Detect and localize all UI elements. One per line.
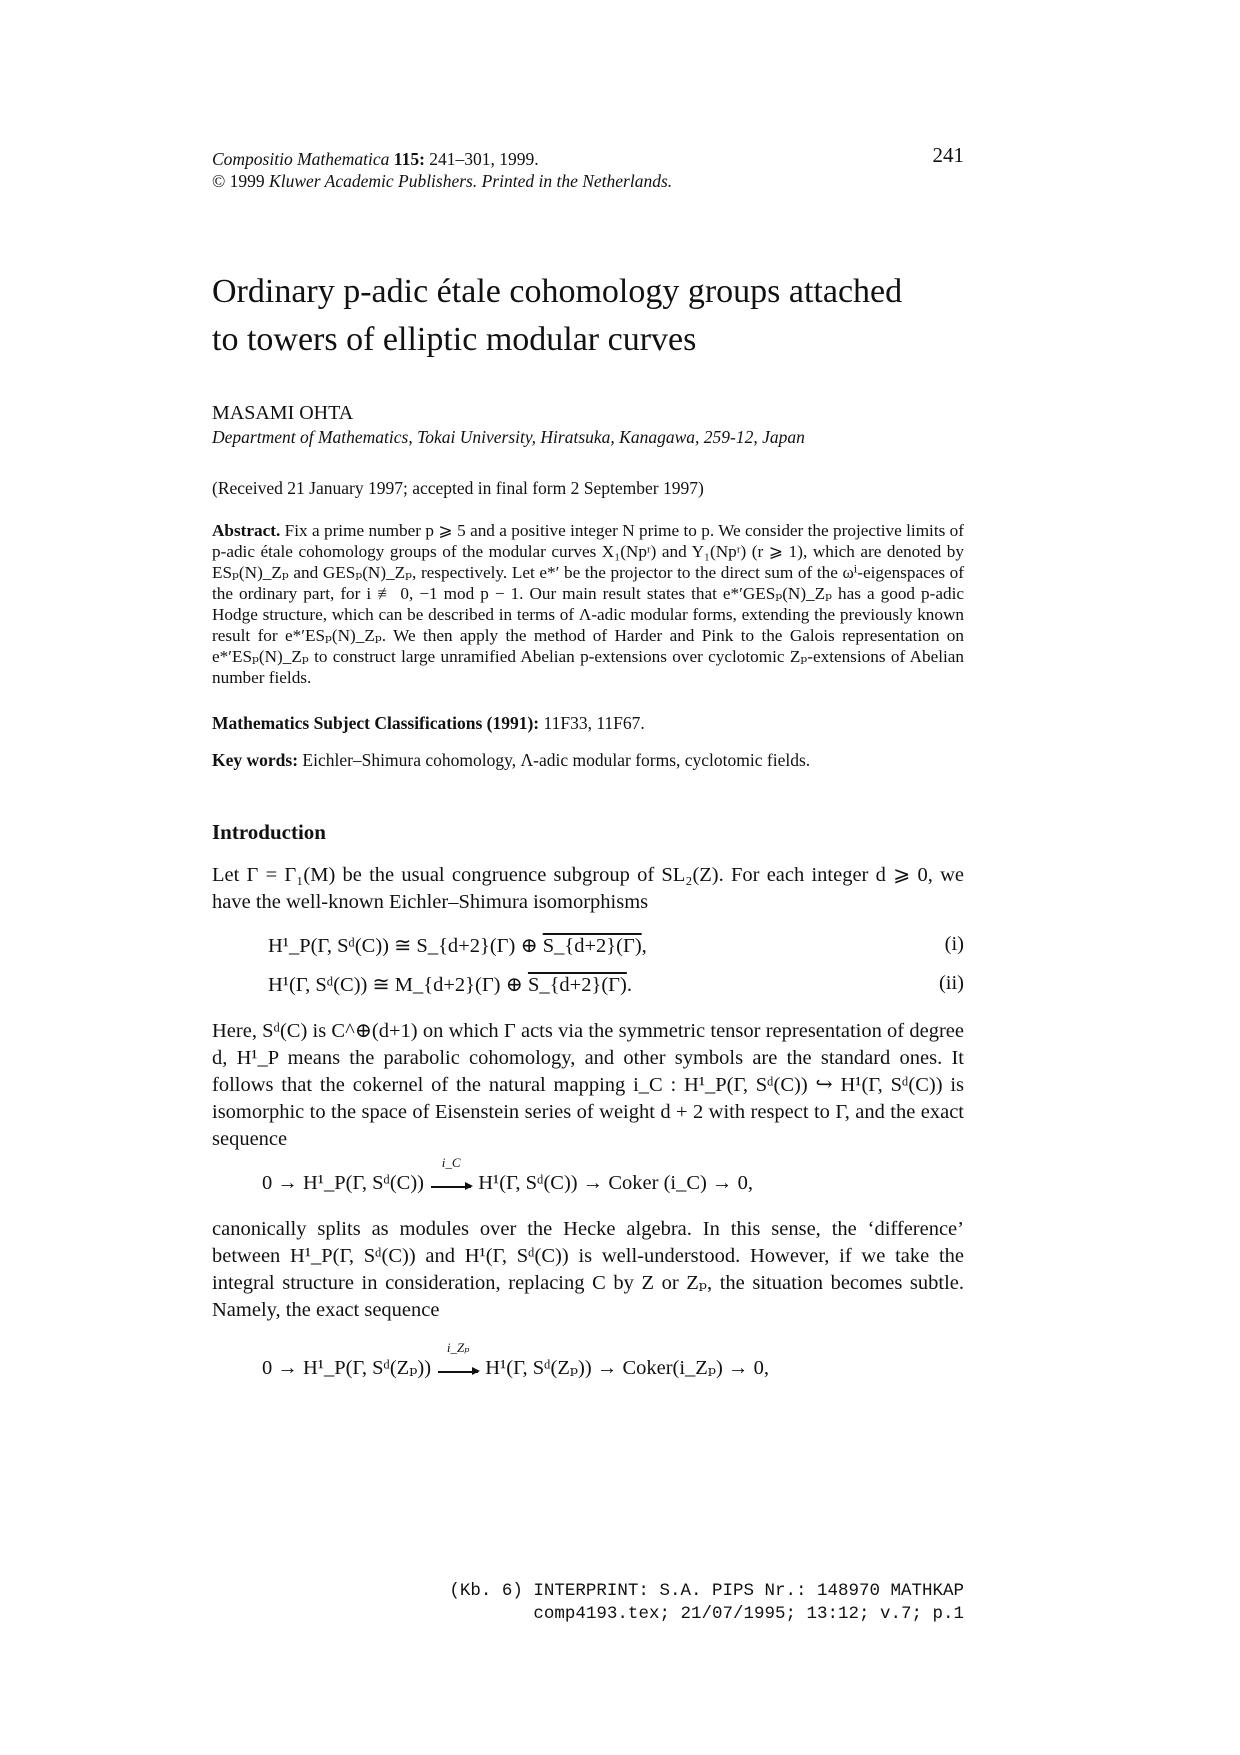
sequence-2-left: 0 → H¹_P(Γ, Sᵈ(Zₚ)) — [262, 1357, 432, 1379]
title-line-2: to towers of elliptic modular curves — [212, 321, 697, 358]
msc-label: Mathematics Subject Classifications (1991): — [212, 713, 540, 733]
journal-pages: 241–301, 1999. — [424, 149, 539, 169]
abstract-text: Fix a prime number p ⩾ 5 and a positive integer N prime to p. We consider the projective limits of p-adic étale cohomology groups of the modular curves X₁(Npʳ) and Y₁(Npʳ) (r ⩾ 1), which are denoted by ESₚ(N)_Zₚ and GESₚ(N)_Zₚ, respectively. Let e*′ be the projector to the direct sum of the ωⁱ-eigenspaces of the ordinary part, for i ≢ 0, −1 mod p − 1. Our main result states that e*′GESₚ(N)_Zₚ has a good p-adic Hodge structure, which can be described in terms of Λ-adic modular forms, extending the previously known result for e*′ESₚ(N)_Zₚ. We then apply the method of Harder and Pink to the Galois representation on e*′ESₚ(N)_Zₚ to construct large unramified Abelian p-extensions over cyclotomic Zₚ-extensions of Abelian number fields. — [212, 521, 965, 687]
sequence-1-arrow — [429, 1154, 473, 1196]
sequence-1-left: 0 → H¹_P(Γ, Sᵈ(C)) — [262, 1172, 424, 1194]
key-words — [212, 750, 810, 771]
paragraph-2: Here, Sᵈ(C) is C^⊕(d+1) on which Γ acts via the symmetric tensor representation of degree d, H¹_P means the parabolic cohomology, and other symbols are the standard ones. It follows that the cokernel of the natural mapping i_C : H¹_P(Γ, Sᵈ(C)) ↪ H¹(Γ, Sᵈ(C)) is isomorphic to the space of Eisenstein series of weight d + 2 with respect to Γ, and the exact sequence — [212, 1020, 964, 1150]
copyright: © 1999 — [212, 171, 265, 191]
equation-ii-conj: S_{d+2}(Γ) — [527, 974, 627, 996]
msc-value: 11F33, 11F67. — [543, 713, 645, 733]
sequence-1-right: H¹(Γ, Sᵈ(C)) → Coker (i_C) → 0, — [478, 1172, 753, 1194]
section-heading: Introduction — [212, 820, 326, 844]
abstract-label: Abstract. — [212, 521, 281, 540]
abstract — [212, 520, 964, 688]
journal-volume: 115: — [393, 149, 425, 169]
paragraph-1: Let Γ = Γ₁(M) be the usual congruence subgroup of SL₂(Z). For each integer d ⩾ 0, we have the well-known Eichler–Shimura isomorphisms — [212, 864, 964, 913]
sequence-1-arrow-label: i_C — [441, 1154, 461, 1170]
received-dates: (Received 21 January 1997; accepted in final form 2 September 1997) — [212, 478, 704, 498]
arrow-icon — [431, 1186, 471, 1188]
journal-header — [212, 143, 964, 192]
copyright-line — [212, 170, 964, 192]
sequence-2-right: H¹(Γ, Sᵈ(Zₚ)) → Coker(i_Zₚ) → 0, — [485, 1357, 769, 1379]
author-affiliation: Department of Mathematics, Tokai University, Hiratsuka, Kanagawa, 259-12, Japan — [212, 427, 805, 447]
sequence-2-arrow — [436, 1339, 480, 1381]
equation-ii-tag: (ii) — [938, 972, 964, 994]
equation-i-lhs: H¹_P(Γ, Sᵈ(C)) ≅ S_{d+2}(Γ) ⊕ — [268, 935, 543, 957]
print-footer — [449, 1580, 964, 1626]
exact-sequence-2 — [262, 1339, 769, 1381]
citation-line — [212, 148, 964, 170]
equation-ii-body — [268, 972, 632, 997]
exact-sequence-1 — [262, 1154, 753, 1196]
subject-classifications — [212, 713, 645, 734]
footer-line-1: (Kb. 6) INTERPRINT: S.A. PIPS Nr.: 148970 MATHKAP — [449, 1581, 964, 1601]
keywords-label: Key words: — [212, 750, 299, 770]
sequence-2-arrow-label: i_Zₚ — [446, 1339, 470, 1355]
page-number: 241 — [932, 143, 964, 167]
equation-i-tag: (i) — [944, 933, 964, 955]
publisher: Kluwer Academic Publishers. Printed in the Netherlands. — [269, 171, 673, 191]
equation-ii-end: . — [626, 974, 632, 996]
arrow-icon — [438, 1371, 478, 1373]
author-name: MASAMI OHTA — [212, 402, 354, 424]
equation-ii-lhs: H¹(Γ, Sᵈ(C)) ≅ M_{d+2}(Γ) ⊕ — [268, 974, 528, 996]
equation-i-body — [268, 933, 647, 958]
equation-i-conj: S_{d+2}(Γ) — [542, 935, 642, 957]
paper-title — [212, 268, 964, 364]
footer-line-2: comp4193.tex; 21/07/1995; 13:12; v.7; p.1 — [533, 1604, 964, 1624]
equation-i-end: , — [641, 935, 647, 957]
title-line-1: Ordinary p-adic étale cohomology groups attached — [212, 273, 903, 310]
paragraph-3: canonically splits as modules over the Hecke algebra. In this sense, the ‘difference’ between H¹_P(Γ, Sᵈ(C)) and H¹(Γ, Sᵈ(C)) is well-understood. However, if we take the integral structure in consideration, replacing C by Z or Zₚ, the situation becomes subtle. Namely, the exact sequence — [212, 1218, 964, 1321]
journal-name: Compositio Mathematica — [212, 149, 390, 169]
keywords-value: Eichler–Shimura cohomology, Λ-adic modular forms, cyclotomic fields. — [302, 750, 811, 770]
